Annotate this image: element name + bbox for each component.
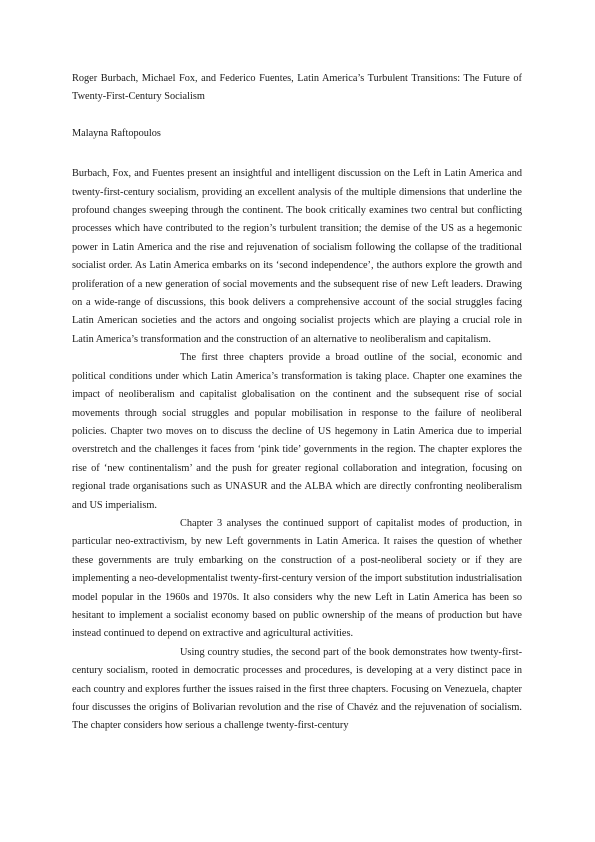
document-page <box>72 70 522 736</box>
author-name: Malayna Raftopoulos <box>72 127 161 139</box>
paragraph-1: Burbach, Fox, and Fuentes present an insightful and intelligent discussion on the Left in Latin America and twenty-first-century socialism, providing an excellent analysis of the multiple dimensions that underline the profound changes sweeping through the continent. The book critically examines two central but conflicting processes which have contributed to the region’s turbulent transition; the demise of the US as a hegemonic power in Latin America and the rise and rejuvenation of socialism following the collapse of the traditional socialist order. As Latin America embarks on its ‘second independence’, the authors explore the growth and proliferation of a new generation of social movements and the subsequent rise of new Left leaders. Drawing on a wide-range of discussions, this book delivers a comprehensive account of the social struggles facing Latin American societies and the actors and ongoing socialist projects which are playing a crucial role in Latin America’s transformation and the construction of an alternative to neoliberalism and capitalism. <box>72 168 522 345</box>
document-title: Roger Burbach, Michael Fox, and Federico Fuentes, Latin America’s Turbulent Transitions: The Future of Twenty-First-Century Socialism <box>72 73 522 103</box>
paragraph-4: Using country studies, the second part of the book demonstrates how twenty-first-century socialism, rooted in democratic processes and procedures, is developing at a very distinct pace in each country and explores further the issues raised in the first three chapters. Focusing on Venezuela, chapter four discusses the origins of Bolivarian revolution and the rise of Chavéz and the rejuvenation of socialism. The chapter considers how serious a challenge twenty-first-century <box>72 646 522 732</box>
paragraph-3: Chapter 3 analyses the continued support of capitalist modes of production, in particular neo-extractivism, by new Left governments in Latin America. It raises the question of whether these governments are truly embarking on the construction of a post-neoliberal society or if they are implementing a neo-developmentalist twenty-first-century version of the import substitution industrialisation model popular in the 1960s and 1970s. It also considers why the new Left in Latin America has been so hesitant to implement a socialist economy based on public ownership of the means of production but have instead continued to depend on extractive and agricultural activities. <box>72 517 522 640</box>
paragraph-2: The first three chapters provide a broad outline of the social, economic and political conditions under which Latin America’s transformation is taking place. Chapter one examines the impact of neoliberalism and capitalist globalisation on the continent and the subsequent rise of social movements through social struggles and popular mobilisation in response to the failure of neoliberal policies. Chapter two moves on to discuss the decline of US hegemony in Latin America due to imperial overstretch and the challenges it faces from ‘pink tide’ governments in the region. The chapter explores the rise of ‘new continentalism’ and the push for greater regional collaboration and integration, focusing on regional trade organisations such as UNASUR and the ALBA which are directly confronting neoliberalism and US imperialism. <box>72 352 522 511</box>
document-body <box>72 165 522 736</box>
